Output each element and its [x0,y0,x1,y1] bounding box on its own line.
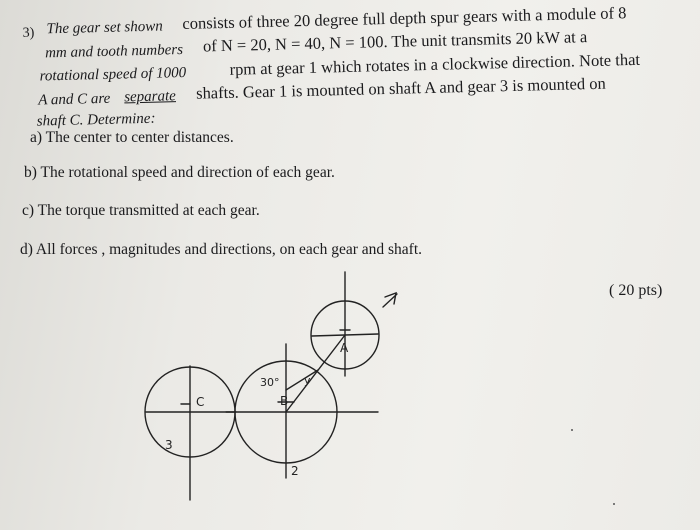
problem-text-line-4b: separate [124,88,177,106]
part-d: d) All forces , magnitudes and directions, on each gear and shaft. [20,241,423,258]
problem-text-line-4a: A and C are [38,90,111,109]
label-gear-3: 3 [165,438,173,452]
label-gear-2: 2 [291,464,299,478]
problem-text-line-2b: of N = 20, N = 40, N = 100. The unit transmits 20 kW at a [202,27,588,56]
problem-text-line-3a: rotational speed of 1000 [39,64,187,85]
label-shaft-b: B [280,394,289,408]
part-c: c) The torque transmitted at each gear. [22,202,260,219]
problem-text-line-1a: The gear set shown [46,18,163,38]
problem-text-line-4c: shafts. Gear 1 is mounted on shaft A and gear 3 is mounted on [195,73,606,103]
label-shaft-a: A [340,341,349,355]
part-a: a) The center to center distances. [30,129,234,146]
part-b: b) The rotational speed and direction of each gear. [24,164,335,181]
rotation-arrow-head [385,293,396,304]
angle-line [286,370,318,390]
speck [613,503,615,505]
label-axis-y: y [304,374,311,387]
problem-text-line-2a: mm and tooth numbers [44,41,184,62]
label-shaft-c: C [196,395,205,409]
problem-text-line-5: shaft C. Determine: [36,110,156,130]
problem-text-line-3b: rpm at gear 1 which rotates in a clockwise direction. Note that [229,49,641,79]
problem-text-line-1b: consists of three 20 degree full depth spur gears with a module of 8 [182,3,627,33]
points-label: ( 20 pts) [609,282,663,299]
label-angle: 30° [260,376,280,389]
speck [571,429,573,431]
problem-number: 3) [22,25,35,41]
